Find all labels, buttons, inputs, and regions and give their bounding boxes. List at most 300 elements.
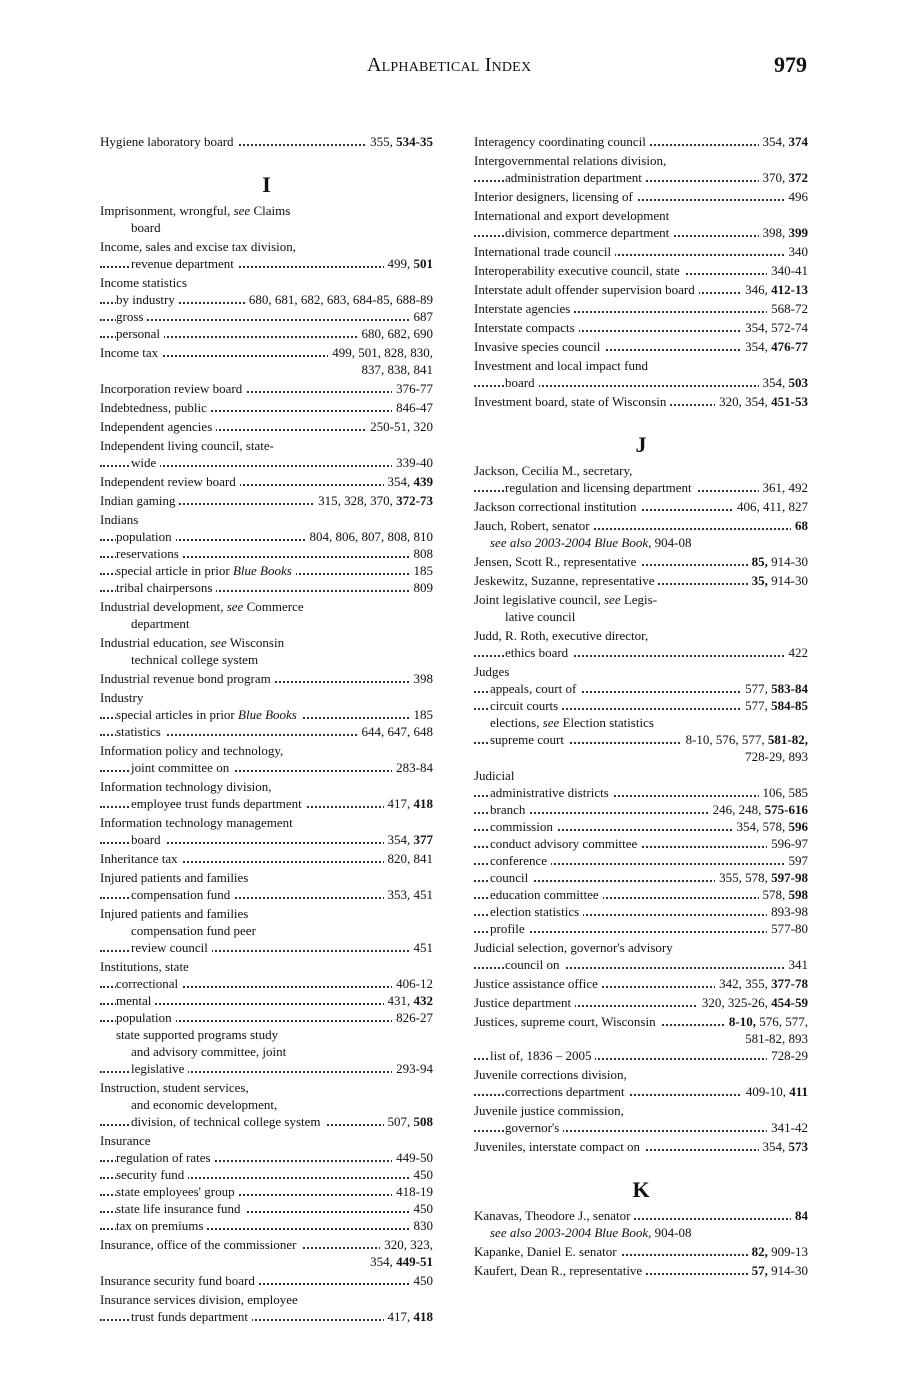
- index-pages: 340-41: [767, 262, 808, 279]
- index-pages: 431, 432: [384, 992, 434, 1009]
- index-entry: [100, 492, 433, 509]
- index-term: Instruction, student services,: [100, 1080, 253, 1095]
- index-term: revenue department: [131, 256, 238, 271]
- index-pages: 450: [410, 1272, 434, 1289]
- index-pages: 341-42: [767, 1119, 808, 1136]
- index-entry: [474, 714, 808, 731]
- index-entry: [100, 1236, 433, 1253]
- index-term: supreme court: [490, 732, 568, 747]
- letter-heading: I: [262, 172, 271, 197]
- index-entry: [100, 1149, 433, 1166]
- index-term: tribal chairpersons: [116, 580, 216, 595]
- index-pages: 499, 501: [384, 255, 434, 272]
- index-term: Jeskewitz, Suzanne, representative: [474, 573, 658, 588]
- index-term: Industrial education, see Wisconsin: [100, 635, 288, 650]
- index-pages: 728-29, 893: [745, 749, 808, 764]
- index-pages: 57, 914-30: [748, 1262, 808, 1279]
- index-term: Insurance security fund board: [100, 1273, 259, 1288]
- index-term: Industry: [100, 690, 147, 705]
- index-term: board: [131, 832, 165, 847]
- index-continuation: [100, 1253, 433, 1270]
- index-term: personal: [116, 326, 164, 341]
- index-pages: 597: [785, 852, 809, 869]
- index-pages: 354, 573: [759, 1138, 809, 1155]
- index-pages: 728-29: [767, 1047, 808, 1064]
- index-term: state life insurance fund: [116, 1201, 245, 1216]
- index-entry: [100, 651, 433, 668]
- index-pages: 644, 647, 648: [358, 723, 434, 740]
- index-entry: [100, 1200, 433, 1217]
- index-entry: [474, 1224, 808, 1241]
- index-column-right: [474, 133, 808, 1279]
- index-entry: [100, 939, 433, 956]
- index-entry: [474, 903, 808, 920]
- index-entry: [474, 572, 808, 589]
- index-term: wide: [131, 455, 160, 470]
- index-pages: 346, 412-13: [741, 281, 808, 298]
- index-pages: 355, 578, 597-98: [715, 869, 808, 886]
- index-entry: [474, 835, 808, 852]
- index-pages: 496: [785, 188, 809, 205]
- index-term: and advisory committee, joint: [131, 1044, 290, 1059]
- index-entry: [474, 852, 808, 869]
- index-pages: 355, 534-35: [366, 133, 433, 150]
- index-term: administration department: [505, 170, 646, 185]
- index-entry: [100, 869, 433, 886]
- index-entry: [474, 767, 808, 784]
- index-entry: [100, 615, 433, 632]
- index-term: compensation fund: [131, 887, 234, 902]
- index-pages: 450: [410, 1166, 434, 1183]
- index-entry: [474, 801, 808, 818]
- index-term: technical college system: [131, 652, 262, 667]
- index-pages: 82, 909-13: [748, 1243, 808, 1260]
- index-term: Industrial revenue bond program: [100, 671, 275, 686]
- index-term: Indians: [100, 512, 142, 527]
- index-entry: [474, 133, 808, 150]
- index-term: and economic development,: [131, 1097, 281, 1112]
- index-entry: [100, 706, 433, 723]
- index-pages: 342, 355, 377-78: [715, 975, 808, 992]
- index-entry: [100, 255, 433, 272]
- index-pages: 398, 399: [759, 224, 809, 241]
- index-term: Injured patients and families: [100, 870, 252, 885]
- index-entry: [100, 528, 433, 545]
- index-pages: 293-94: [392, 1060, 433, 1077]
- index-term: lative council: [505, 609, 579, 624]
- index-entry: [474, 1083, 808, 1100]
- index-term: Insurance: [100, 1133, 155, 1148]
- index-term: Information technology management: [100, 815, 297, 830]
- index-pages: 417, 418: [384, 795, 434, 812]
- index-entry: [474, 697, 808, 714]
- index-pages: 185: [410, 706, 434, 723]
- index-term: legislative: [131, 1061, 188, 1076]
- index-pages: 499, 501, 828, 830,: [328, 344, 433, 361]
- index-term: regulation of rates: [116, 1150, 215, 1165]
- index-term: Judicial selection, governor's advisory: [474, 940, 677, 955]
- index-term: Interagency coordinating council: [474, 134, 650, 149]
- index-entry: [474, 869, 808, 886]
- index-pages: 8-10, 576, 577, 581-82,: [682, 731, 808, 748]
- index-term: Interstate compacts: [474, 320, 579, 335]
- index-term: special article in prior Blue Books: [116, 563, 296, 578]
- index-entry: [100, 689, 433, 706]
- index-entry: [100, 133, 433, 150]
- index-entry: [100, 1132, 433, 1149]
- index-entry: [474, 498, 808, 515]
- index-entry: [100, 344, 433, 361]
- index-term: correctional: [116, 976, 182, 991]
- index-entry: [100, 562, 433, 579]
- index-term: Jensen, Scott R., representative: [474, 554, 640, 569]
- index-column-left: [100, 133, 433, 1325]
- index-term: Investment and local impact fund: [474, 358, 652, 373]
- index-entry: [100, 905, 433, 922]
- index-pages: 339-40: [392, 454, 433, 471]
- index-entry: [100, 1272, 433, 1289]
- index-pages: 354, 377: [384, 831, 434, 848]
- index-pages: 577-80: [767, 920, 808, 937]
- index-term: education committee: [490, 887, 603, 902]
- index-entry: [474, 281, 808, 298]
- index-term: election statistics: [490, 904, 583, 919]
- index-entry: [100, 778, 433, 795]
- index-term: Inheritance tax: [100, 851, 182, 866]
- index-entry: [474, 608, 808, 625]
- index-term: appeals, court of: [490, 681, 580, 696]
- index-pages: 250-51, 320: [366, 418, 433, 435]
- index-term: circuit courts: [490, 698, 562, 713]
- index-pages: 830: [410, 1217, 434, 1234]
- index-entry: [100, 598, 433, 615]
- index-entry: [100, 437, 433, 454]
- index-entry: [100, 274, 433, 291]
- index-pages: 846-47: [392, 399, 433, 416]
- index-term: mental: [116, 993, 155, 1008]
- index-entry: [474, 1262, 808, 1279]
- index-pages: 320, 354, 451-53: [715, 393, 808, 410]
- index-entry: [474, 188, 808, 205]
- index-term: employee trust funds department: [131, 796, 306, 811]
- index-term: corrections department: [505, 1084, 628, 1099]
- index-term: tax on premiums: [116, 1218, 207, 1233]
- index-pages: 283-84: [392, 759, 433, 776]
- index-term: Juvenile corrections division,: [474, 1067, 631, 1082]
- index-term: Incorporation review board: [100, 381, 246, 396]
- index-term: Institutions, state: [100, 959, 193, 974]
- index-term: Hygiene laboratory board: [100, 134, 238, 149]
- index-term: Jackson correctional institution: [474, 499, 640, 514]
- index-entry: [100, 670, 433, 687]
- index-term: Imprisonment, wrongful, see Claims: [100, 203, 294, 218]
- index-entry: [474, 224, 808, 241]
- index-pages: 507, 508: [384, 1113, 434, 1130]
- index-pages: 577, 584-85: [741, 697, 808, 714]
- index-entry: [474, 1066, 808, 1083]
- index-term: Juveniles, interstate compact on: [474, 1139, 644, 1154]
- index-pages: 577, 583-84: [741, 680, 808, 697]
- index-pages: 341: [785, 956, 809, 973]
- index-term: Invasive species council: [474, 339, 604, 354]
- index-entry: [474, 462, 808, 479]
- index-term: Industrial development, see Commerce: [100, 599, 308, 614]
- dot-leader: [100, 319, 433, 321]
- index-pages: 84: [791, 1207, 808, 1224]
- index-term: commission: [490, 819, 557, 834]
- index-entry: [474, 479, 808, 496]
- index-entry: [100, 1009, 433, 1026]
- index-entry: [474, 243, 808, 260]
- index-entry: [474, 975, 808, 992]
- index-term: Income, sales and excise tax division,: [100, 239, 300, 254]
- index-term: Income statistics: [100, 275, 191, 290]
- index-entry: [474, 319, 808, 336]
- index-term: Independent agencies: [100, 419, 216, 434]
- index-entry: [100, 886, 433, 903]
- index-continuation: [100, 361, 433, 378]
- index-pages: 680, 681, 682, 683, 684-85, 688-89: [245, 291, 433, 308]
- index-term: gross: [116, 309, 147, 324]
- index-term: state employees' group: [116, 1184, 239, 1199]
- index-term: Judd, R. Roth, executive director,: [474, 628, 652, 643]
- index-pages: 406, 411, 827: [733, 498, 808, 515]
- index-continuation: [474, 1030, 808, 1047]
- index-pages: 398: [410, 670, 434, 687]
- index-pages: 106, 585: [759, 784, 809, 801]
- index-pages: 85, 914-30: [748, 553, 808, 570]
- index-term: Judges: [474, 664, 513, 679]
- index-pages: 687: [410, 308, 434, 325]
- index-term: governor's: [505, 1120, 563, 1135]
- index-pages: 8-10, 576, 577,: [725, 1013, 808, 1030]
- index-entry: [474, 731, 808, 748]
- index-pages: 804, 806, 807, 808, 810: [306, 528, 434, 545]
- index-term: Insurance, office of the commissioner: [100, 1237, 301, 1252]
- index-pages: 320, 325-26, 454-59: [698, 994, 808, 1011]
- index-term: conference: [490, 853, 551, 868]
- index-entry: [100, 473, 433, 490]
- index-term: Judicial: [474, 768, 518, 783]
- index-term: Jackson, Cecilia M., secretary,: [474, 463, 636, 478]
- index-entry: [474, 1047, 808, 1064]
- index-term: list of, 1836 – 2005: [490, 1048, 595, 1063]
- index-entry: [100, 399, 433, 416]
- index-pages: 354, 374: [759, 133, 809, 150]
- index-pages: 568-72: [767, 300, 808, 317]
- index-pages: 370, 372: [759, 169, 809, 186]
- index-entry: [474, 644, 808, 661]
- index-term: see also 2003-2004 Blue Book, 904-08: [490, 535, 695, 550]
- index-entry: [100, 723, 433, 740]
- index-term: joint committee on: [131, 760, 233, 775]
- index-entry: [100, 992, 433, 1009]
- index-term: Information policy and technology,: [100, 743, 287, 758]
- index-entry: [100, 922, 433, 939]
- index-term: administrative districts: [490, 785, 613, 800]
- index-term: population: [116, 529, 176, 544]
- index-entry: [474, 553, 808, 570]
- index-term: compensation fund peer: [131, 923, 260, 938]
- index-entry: [100, 759, 433, 776]
- index-pages: 820, 841: [384, 850, 434, 867]
- index-pages: 246, 248, 575-616: [709, 801, 808, 818]
- index-entry: [474, 784, 808, 801]
- index-term: Justice department: [474, 995, 575, 1010]
- index-pages: 422: [785, 644, 809, 661]
- index-term: Juvenile justice commission,: [474, 1103, 628, 1118]
- index-entry: [100, 219, 433, 236]
- index-term: regulation and licensing department: [505, 480, 696, 495]
- index-entry: [474, 262, 808, 279]
- index-entry: [100, 202, 433, 219]
- index-term: security fund: [116, 1167, 188, 1182]
- index-pages: 826-27: [392, 1009, 433, 1026]
- index-entry: [100, 291, 433, 308]
- index-entry: [100, 1043, 433, 1060]
- index-entry: [100, 238, 433, 255]
- page-number: 979: [774, 52, 807, 77]
- index-term: Interoperability executive council, state: [474, 263, 684, 278]
- index-entry: [100, 454, 433, 471]
- index-entry: [100, 1060, 433, 1077]
- index-entry: [100, 1026, 433, 1043]
- index-pages: 837, 838, 841: [361, 362, 433, 377]
- index-term: branch: [490, 802, 529, 817]
- index-entry: [100, 1217, 433, 1234]
- index-term: division, of technical college system: [131, 1114, 325, 1129]
- index-entry: [100, 814, 433, 831]
- index-entry: [100, 325, 433, 342]
- index-term: Justices, supreme court, Wisconsin: [474, 1014, 660, 1029]
- index-entry: [100, 511, 433, 528]
- index-pages: 354, 578, 596: [733, 818, 809, 835]
- index-term: profile: [490, 921, 529, 936]
- index-entry: [100, 545, 433, 562]
- index-term: Indian gaming: [100, 493, 179, 508]
- index-entry: [100, 308, 433, 325]
- index-entry: [100, 1183, 433, 1200]
- index-entry: [474, 994, 808, 1011]
- index-entry: [474, 627, 808, 644]
- index-entry: [474, 517, 808, 534]
- index-pages: 185: [410, 562, 434, 579]
- index-entry: [100, 1166, 433, 1183]
- index-pages: 354, 476-77: [741, 338, 808, 355]
- index-entry: [100, 831, 433, 848]
- index-entry: [474, 534, 808, 551]
- index-term: reservations: [116, 546, 183, 561]
- index-term: by industry: [116, 292, 179, 307]
- index-entry: [474, 169, 808, 186]
- index-pages: 581-82, 893: [745, 1031, 808, 1046]
- index-term: Income tax: [100, 345, 162, 360]
- index-pages: 417, 418: [384, 1308, 434, 1325]
- index-entry: [474, 1102, 808, 1119]
- index-pages: 340: [785, 243, 809, 260]
- index-pages: 354, 439: [384, 473, 434, 490]
- index-term: Kanavas, Theodore J., senator: [474, 1208, 634, 1223]
- index-term: division, commerce department: [505, 225, 673, 240]
- index-term: Indebtedness, public: [100, 400, 211, 415]
- index-term: state supported programs study: [116, 1027, 282, 1042]
- index-term: Interstate agencies: [474, 301, 574, 316]
- index-entry: [474, 1243, 808, 1260]
- index-pages: 354, 449-51: [370, 1254, 433, 1269]
- index-entry: [474, 920, 808, 937]
- index-term: International trade council: [474, 244, 615, 259]
- index-term: Kaufert, Dean R., representative: [474, 1263, 646, 1278]
- index-entry: [100, 795, 433, 812]
- index-term: elections, see Election statistics: [490, 715, 658, 730]
- index-entry: [474, 1138, 808, 1155]
- index-term: trust funds department: [131, 1309, 252, 1324]
- index-term: statistics: [116, 724, 165, 739]
- index-term: Kapanke, Daniel E. senator: [474, 1244, 621, 1259]
- letter-heading: K: [632, 1177, 650, 1202]
- index-entry: [474, 818, 808, 835]
- index-pages: 450: [410, 1200, 434, 1217]
- index-term: Intergovernmental relations division,: [474, 153, 670, 168]
- index-entry: [100, 850, 433, 867]
- index-entry: [474, 680, 808, 697]
- index-pages: 809: [410, 579, 434, 596]
- index-entry: [474, 1207, 808, 1224]
- index-pages: 409-10, 411: [742, 1083, 808, 1100]
- index-pages: 320, 323,: [380, 1236, 433, 1253]
- index-entry: [474, 1119, 808, 1136]
- index-entry: [100, 380, 433, 397]
- index-pages: 361, 492: [759, 479, 809, 496]
- index-pages: 315, 328, 370, 372-73: [314, 492, 433, 509]
- index-term: Jauch, Robert, senator: [474, 518, 594, 533]
- index-entry: [474, 374, 808, 391]
- index-term: Joint legislative council, see Legis-: [474, 592, 661, 607]
- index-pages: 893-98: [767, 903, 808, 920]
- index-term: board: [505, 375, 539, 390]
- index-entry: [100, 1113, 433, 1130]
- index-entry: [100, 1096, 433, 1113]
- index-pages: 808: [410, 545, 434, 562]
- index-term: Insurance services division, employee: [100, 1292, 302, 1307]
- index-entry: [100, 579, 433, 596]
- index-pages: 354, 572-74: [741, 319, 808, 336]
- index-term: see also 2003-2004 Blue Book, 904-08: [490, 1225, 695, 1240]
- index-term: council on: [505, 957, 564, 972]
- index-term: Interior designers, licensing of: [474, 189, 637, 204]
- index-entry: [474, 338, 808, 355]
- index-entry: [100, 1079, 433, 1096]
- index-term: Independent living council, state-: [100, 438, 278, 453]
- index-term: review council: [131, 940, 212, 955]
- index-entry: [100, 975, 433, 992]
- index-pages: 449-50: [392, 1149, 433, 1166]
- index-term: Justice assistance office: [474, 976, 602, 991]
- index-term: Injured patients and families: [100, 906, 252, 921]
- index-pages: 353, 451: [384, 886, 434, 903]
- index-entry: [100, 418, 433, 435]
- index-pages: 451: [410, 939, 434, 956]
- index-term: ethics board: [505, 645, 572, 660]
- index-pages: 596-97: [767, 835, 808, 852]
- index-entry: [474, 939, 808, 956]
- index-entry: [474, 357, 808, 374]
- index-pages: 418-19: [392, 1183, 433, 1200]
- index-term: conduct advisory committee: [490, 836, 641, 851]
- index-term: population: [116, 1010, 176, 1025]
- index-term: Investment board, state of Wisconsin: [474, 394, 670, 409]
- index-entry: [474, 886, 808, 903]
